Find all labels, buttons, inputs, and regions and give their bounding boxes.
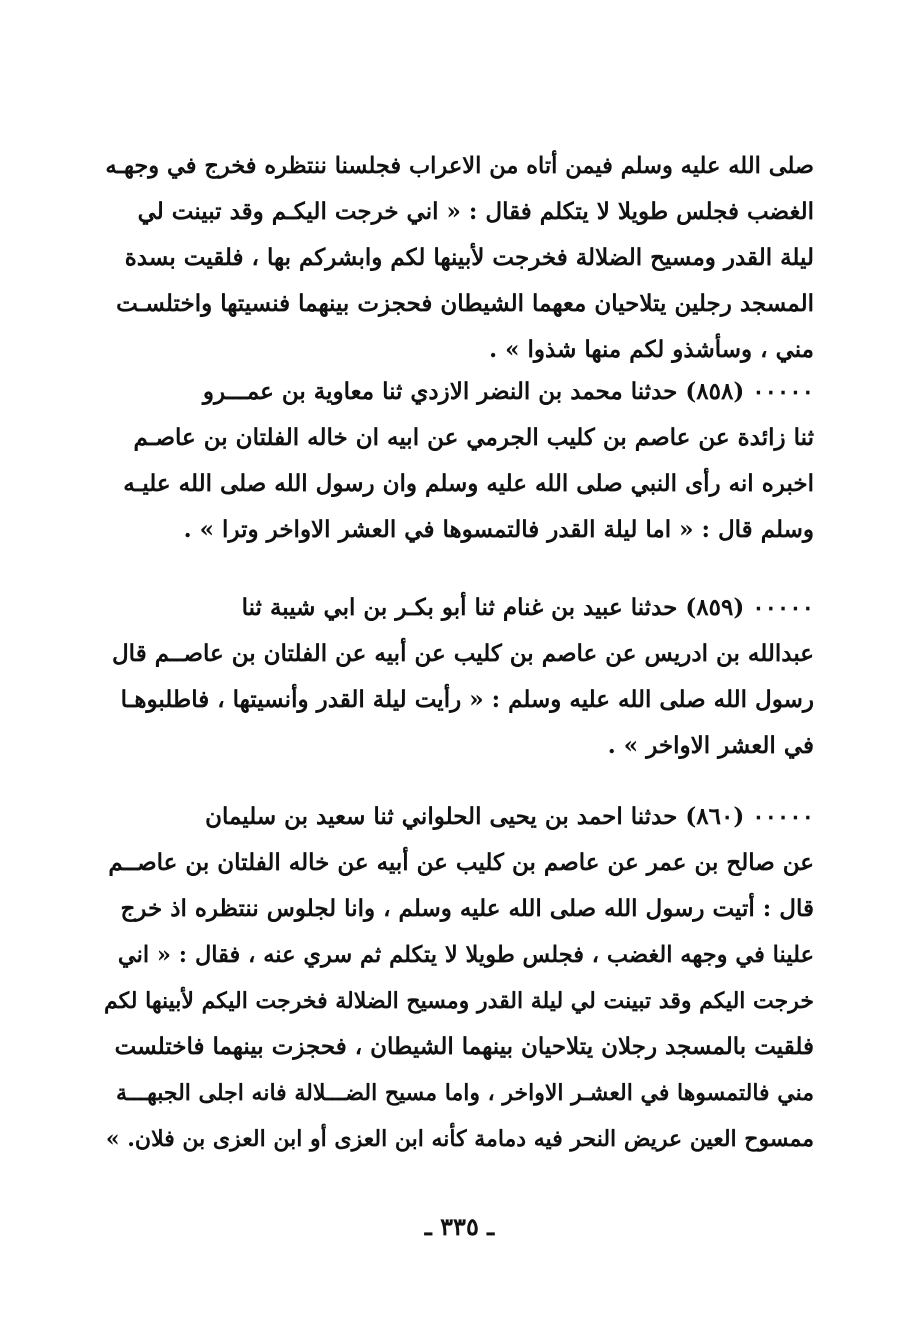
text-line: علينا في وجهه الغضب ، فجلس طويلا لا يتكلم ثم سري عنه ، فقال : « اني [117,942,814,968]
text-line: المسجد رجلين يتلاحيان معهما الشيطان فحجزت بينهما فنسيتها واختلسـت [116,290,814,317]
text-line: مني فالتمسوها في العشـر الاواخر ، واما مسيح الضـــلالة فانه اجلى الجبهـــة [115,1080,814,1106]
text-line: رسول الله صلى الله عليه وسلم : « رأيت ليلة القدر وأنسيتها ، فاطلبوهـا [120,686,814,713]
page-number: ـ ٣٣٥ ـ [424,1212,495,1241]
text-line: ليلة القدر ومسيح الضلالة فخرجت لأبينها لكم وابشركم بها ، فلقيت بسدة [124,244,814,271]
text-line: ممسوح العين عريض النحر فيه دمامة كأنه ابن العزى أو ابن العزى بن فلان. » [105,1126,814,1152]
text-line: مني ، وسأشذو لكم منها شذوا » . [489,336,814,363]
paragraph-1 [104,143,814,373]
text-line: في العشر الاواخر » . [607,732,814,759]
text-line: ٠٠٠٠٠ (٨٦٠) حدثنا احمد بن يحيى الحلواني ثنا سعيد بن سليمان [205,803,814,830]
text-line: وسلم قال : « اما ليلة القدر فالتمسوها في العشر الاواخر وترا » . [183,516,814,543]
text-line: فلقيت بالمسجد رجلان يتلاحيان بينهما الشيطان ، فحجزت بينهما فاختلست [114,1033,814,1060]
text-line: اخبره انه رأى النبي صلى الله عليه وسلم وان رسول الله صلى الله عليـه [123,470,814,497]
text-line: عن صالح بن عمر عن عاصم بن كليب عن أبيه عن خاله الفلتان بن عاصــم [108,849,814,876]
text-line: قال : أتيت رسول الله صلى الله عليه وسلم ، وانا لجلوس ننتظره اذ خرج [120,895,814,922]
text-line: ٠٠٠٠٠ (٨٥٨) حدثنا محمد بن النضر الازدي ثنا معاوية بن عمـــرو [202,378,814,405]
hadith-859 [104,585,814,769]
hadith-858 [104,369,814,553]
text-line: عبدالله بن ادريس عن عاصم بن كليب عن أبيه عن الفلتان بن عاصــم قال [111,640,814,667]
text-line: الغضب فجلس طويلا لا يتكلم فقال : « اني خرجت اليكـم وقد تبينت لي [137,198,814,225]
text-line: ثنا زائدة عن عاصم بن كليب الجرمي عن ابيه ان خاله الفلتان بن عاصـم [133,424,814,451]
text-line: ٠٠٠٠٠ (٨٥٩) حدثنا عبيد بن غنام ثنا أبو بكـر بن ابي شيبة ثنا [241,594,814,621]
text-line: خرجت اليكم وقد تبينت لي ليلة القدر ومسيح الضلالة فخرجت اليكم لأبينها لكم [104,988,814,1014]
text-line: صلى الله عليه وسلم فيمن أتاه من الاعراب فجلسنا ننتظره فخرج في وجهـه [105,153,814,179]
hadith-860 [104,794,814,1162]
